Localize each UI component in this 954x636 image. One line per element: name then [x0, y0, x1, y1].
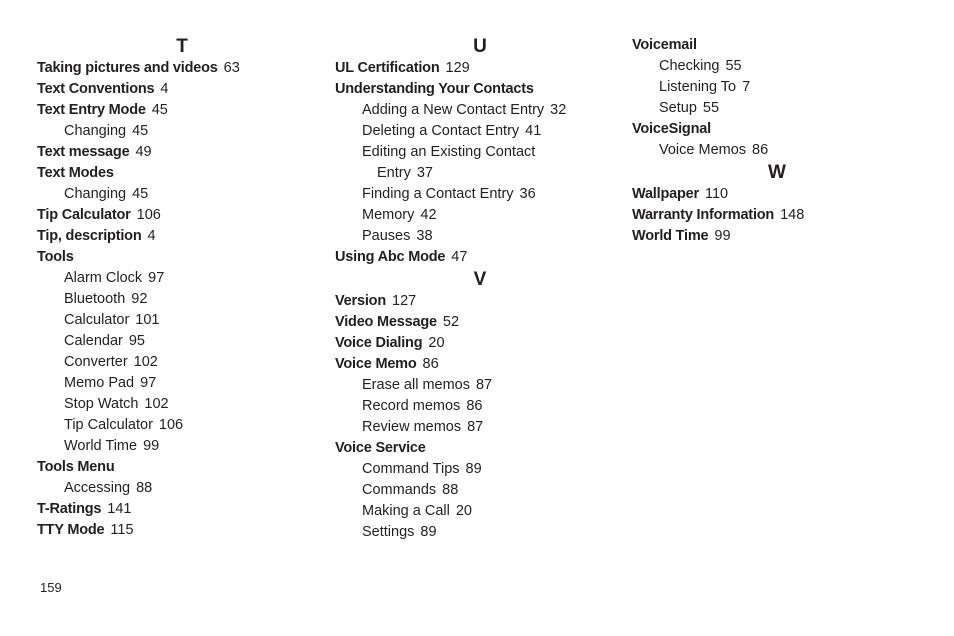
page-reference: 55: [725, 58, 742, 74]
index-entry: [335, 291, 625, 312]
index-entry: [335, 333, 625, 354]
index-term: Tip Calculator: [64, 417, 153, 433]
index-term: Warranty Information: [632, 207, 775, 223]
index-entry: [335, 247, 625, 268]
page-reference: 7: [742, 79, 751, 95]
index-term: Settings: [362, 524, 415, 540]
index-entry: [37, 247, 327, 268]
index-entry: [632, 205, 922, 226]
page-reference: 55: [702, 100, 720, 116]
index-term: World Time: [632, 228, 709, 244]
page-reference: 41: [525, 123, 542, 139]
page-reference: 115: [110, 522, 134, 538]
index-subentry: [37, 121, 327, 142]
index-term: Tip, description: [37, 228, 142, 244]
index-entry: [335, 58, 625, 79]
index-entry: [37, 457, 327, 478]
page-reference: 141: [107, 501, 132, 517]
page-reference: 95: [128, 333, 145, 349]
index-subentry: [632, 77, 922, 98]
index-term: Tip Calculator: [37, 207, 131, 223]
index-subentry: [37, 352, 327, 373]
index-term: T-Ratings: [37, 501, 102, 517]
index-entry: [632, 184, 922, 205]
index-term: Tools Menu: [37, 459, 115, 475]
page-reference: 20: [455, 503, 472, 519]
index-term: World Time: [64, 438, 138, 454]
index-subentry: [335, 501, 625, 522]
index-subentry: [37, 331, 327, 352]
index-term: Wallpaper: [632, 186, 699, 202]
index-term: TTY Mode: [37, 522, 105, 538]
index-term: Voice Service: [335, 440, 426, 456]
index-entry: [37, 205, 327, 226]
index-term: Text Entry Mode: [37, 102, 146, 118]
index-entry: [37, 226, 327, 247]
index-entry: [632, 226, 922, 247]
page-reference: 36: [519, 186, 536, 202]
index-subentry: [335, 522, 625, 543]
page-reference: 87: [467, 419, 484, 435]
index-term: Using Abc Mode: [335, 249, 446, 265]
index-term: Commands: [362, 482, 437, 498]
index-continuation: [335, 163, 625, 184]
index-term: Setup: [659, 100, 697, 116]
page-reference: 92: [131, 291, 148, 307]
page-reference: 86: [752, 142, 769, 158]
index-entry: [37, 499, 327, 520]
page-reference: 32: [550, 102, 567, 118]
index-subentry: [335, 480, 625, 501]
index-entry: [335, 438, 625, 459]
page-reference: 99: [714, 228, 731, 244]
index-term: UL Certification: [335, 60, 440, 76]
index-subentry: [37, 184, 327, 205]
index-term: Changing: [64, 186, 127, 202]
page-number: 159: [40, 580, 62, 595]
index-entry: [37, 58, 327, 79]
index-subentry: [37, 373, 327, 394]
index-subentry: [335, 121, 625, 142]
page-reference: 110: [704, 186, 729, 202]
index-term: Voice Memo: [335, 356, 417, 372]
index-term: Version: [335, 293, 386, 309]
page-reference: 88: [442, 482, 459, 498]
index-term: Listening To: [659, 79, 737, 95]
index-term: Erase all memos: [362, 377, 470, 393]
index-term: Memo Pad: [64, 375, 135, 391]
index-subentry: [335, 100, 625, 121]
page-reference: 37: [416, 165, 433, 181]
index-subentry: [37, 478, 327, 499]
index-term: Taking pictures and videos: [37, 60, 218, 76]
index-subentry: [37, 394, 327, 415]
page-reference: 99: [143, 438, 160, 454]
index-subentry: [37, 415, 327, 436]
index-column-1: [37, 35, 327, 541]
index-entry: [37, 163, 327, 184]
index-term: Editing an Existing Contact: [362, 144, 536, 160]
page-reference: 42: [420, 207, 437, 223]
page-reference: 86: [466, 398, 483, 414]
index-entry: [37, 100, 327, 121]
index-term: Entry: [377, 165, 411, 181]
index-term: Calculator: [64, 312, 130, 328]
page-reference: 97: [148, 270, 165, 286]
index-entry: [335, 79, 625, 100]
index-term: Video Message: [335, 314, 437, 330]
index-term: Voice Dialing: [335, 335, 423, 351]
section-letter: U: [473, 36, 487, 57]
index-subentry: [37, 436, 327, 457]
page-reference: 88: [136, 480, 153, 496]
section-letter: V: [473, 269, 487, 290]
page-reference: 47: [451, 249, 468, 265]
page-reference: 102: [144, 396, 169, 412]
index-term: Memory: [362, 207, 415, 223]
page-reference: 45: [132, 123, 149, 139]
section-letter: W: [768, 162, 786, 183]
index-term: Finding a Contact Entry: [362, 186, 514, 202]
index-entry: [335, 312, 625, 333]
index-term: Alarm Clock: [64, 270, 143, 286]
index-term: Text Modes: [37, 165, 114, 181]
index-term: Tools: [37, 249, 74, 265]
page-reference: 102: [133, 354, 158, 370]
page-reference: 45: [151, 102, 168, 118]
index-term: Bluetooth: [64, 291, 126, 307]
index-subentry: [335, 184, 625, 205]
page-reference: 101: [135, 312, 160, 328]
index-term: Changing: [64, 123, 127, 139]
index-subentry: [335, 396, 625, 417]
index-entry: [632, 119, 922, 140]
index-subentry: [37, 310, 327, 331]
page-reference: 89: [465, 461, 482, 477]
page-reference: 63: [223, 60, 240, 76]
index-subentry: [335, 226, 625, 247]
index-term: Stop Watch: [64, 396, 139, 412]
index-term: Voice Memos: [659, 142, 747, 158]
index-term: Pauses: [362, 228, 411, 244]
index-subentry: [632, 140, 922, 161]
page-reference: 106: [158, 417, 184, 433]
index-term: Understanding Your Contacts: [335, 81, 534, 97]
index-subentry: [335, 417, 625, 438]
index-term: VoiceSignal: [632, 121, 711, 137]
index-entry: [37, 79, 327, 100]
index-term: Adding a New Contact Entry: [362, 102, 545, 118]
index-column-2: [335, 35, 625, 543]
index-term: Calendar: [64, 333, 123, 349]
page-reference: 49: [135, 144, 152, 160]
index-subentry: [632, 56, 922, 77]
page-reference: 52: [442, 314, 460, 330]
index-term: Command Tips: [362, 461, 460, 477]
index-term: Record memos: [362, 398, 461, 414]
page-reference: 87: [475, 377, 493, 393]
page-reference: 106: [136, 207, 161, 223]
index-term: Deleting a Contact Entry: [362, 123, 520, 139]
page-reference: 38: [416, 228, 433, 244]
page-reference: 4: [147, 228, 156, 244]
page-reference: 45: [132, 186, 149, 202]
index-term: Converter: [64, 354, 128, 370]
index-entry: [335, 354, 625, 375]
index-subentry: [335, 459, 625, 480]
index-column-3: [632, 35, 922, 247]
index-term: Checking: [659, 58, 720, 74]
index-subentry: [37, 268, 327, 289]
index-term: Text Conventions: [37, 81, 155, 97]
index-subentry: [335, 205, 625, 226]
page-reference: 20: [428, 335, 445, 351]
page-reference: 86: [422, 356, 439, 372]
index-term: Making a Call: [362, 503, 450, 519]
index-term: Accessing: [64, 480, 131, 496]
page-reference: 97: [140, 375, 157, 391]
page-reference: 127: [392, 293, 417, 309]
page-reference: 129: [445, 60, 470, 76]
index-term: Text message: [37, 144, 130, 160]
index-entry: [632, 35, 922, 56]
page-reference: 148: [780, 207, 805, 223]
index-term: Review memos: [362, 419, 462, 435]
index-term: Voicemail: [632, 37, 697, 53]
index-subentry: [37, 289, 327, 310]
page-reference: 4: [160, 81, 169, 97]
index-subentry: [632, 98, 922, 119]
index-entry: [37, 520, 327, 541]
index-subentry: [335, 375, 625, 396]
index-entry: [37, 142, 327, 163]
section-letter: T: [176, 36, 188, 57]
page-reference: 89: [420, 524, 437, 540]
index-subentry: [335, 142, 625, 163]
